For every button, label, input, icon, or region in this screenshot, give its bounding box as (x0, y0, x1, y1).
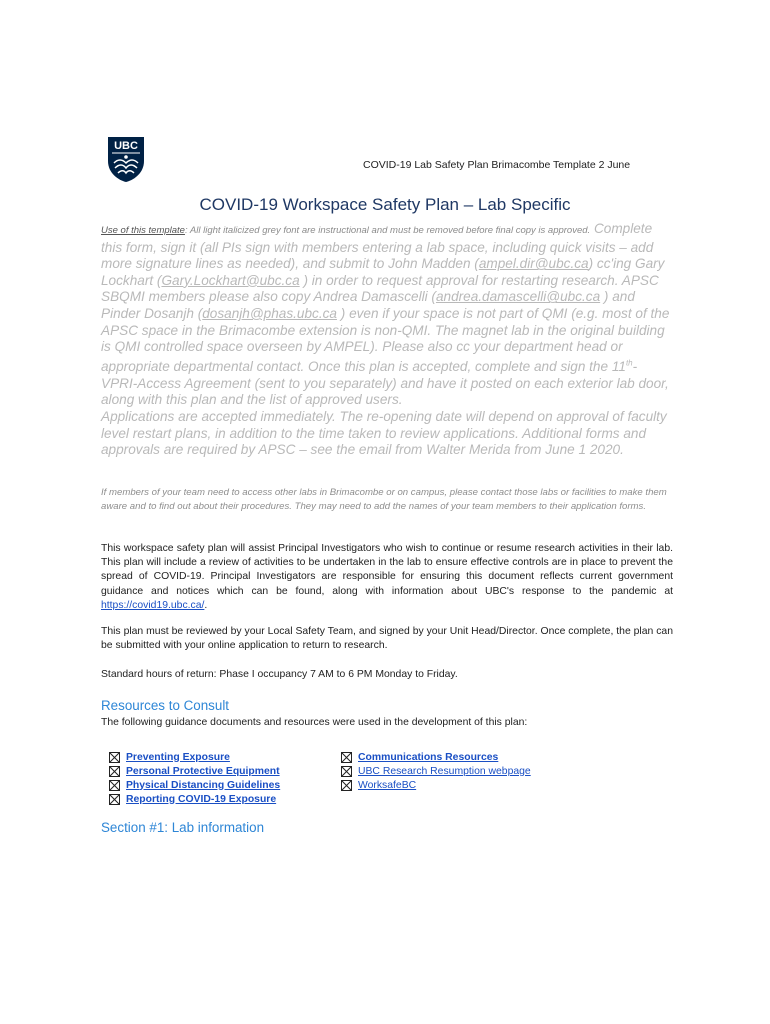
preventing-exposure-link[interactable]: Preventing Exposure (126, 751, 230, 763)
resources-heading: Resources to Consult (101, 698, 230, 713)
checked-box-icon[interactable] (341, 780, 352, 791)
ubc-logo (106, 135, 146, 183)
resource-item (341, 764, 531, 778)
instructions-text-f: -VPRI-Access Agreement (sent to you separately) and have it posted on each exterior lab door, along with this plan and the list of approved users. (101, 359, 669, 408)
email-lockhart-link[interactable]: Gary.Lockhart@ubc.ca (161, 272, 300, 288)
checked-box-icon[interactable] (109, 794, 120, 805)
checked-box-icon[interactable] (341, 766, 352, 777)
paragraph-review: This plan must be reviewed by your Local Safety Team, and signed by your Unit Head/Director. Once complete, the plan can be submitted with your online application to return to research. (101, 626, 673, 652)
paragraph-hours: Standard hours of return: Phase I occupancy 7 AM to 6 PM Monday to Friday. (101, 669, 458, 680)
instructions-text-g: Applications are accepted immediately. The re-opening date will depend on approval of faculty level restart plans, in addition to the time taken to review applications. Additional forms and approvals are required by APSC – see the email from Walter Merida from June 1 2020. (101, 409, 667, 458)
checked-box-icon[interactable] (109, 780, 120, 791)
email-damascelli-link[interactable]: andrea.damascelli@ubc.ca (435, 289, 601, 305)
instructions-block (101, 221, 671, 459)
paragraph-purpose-text: This workspace safety plan will assist Principal Investigators who wish to continue or resume research activities in their lab. This plan will include a review of activities to be undertaken in the lab to ensure effective controls are in place to prevent the spread of COVID-19. Principal Investigators are responsible for ensuring this document reflects current government guidance and notices which can be found, along with information about UBC's response to the pandemic at (101, 543, 673, 597)
worksafebc-link[interactable]: WorksafeBC (358, 779, 417, 791)
research-resumption-link[interactable]: UBC Research Resumption webpage (358, 765, 531, 777)
resource-item (109, 750, 280, 764)
instructions-text-a: Complete this form, sign it (all PIs sign with members entering a lab space, including quick visits – add more signature lines as needed), and submit to John Madden ( (101, 221, 654, 272)
paragraph-purpose (101, 542, 673, 613)
email-madden-link[interactable]: ampel.dir@ubc.ca (478, 256, 589, 272)
covid19-ubc-link[interactable]: https://covid19.ubc.ca/ (101, 599, 205, 611)
instructions-text-c: ) in order to request approval for restarting research. APSC SBQMI members please also copy Andrea Damascelli ( (101, 272, 659, 305)
resources-left-column (109, 750, 280, 806)
paragraph-purpose-end: . (204, 599, 208, 611)
resource-item (341, 750, 531, 764)
reporting-exposure-link[interactable]: Reporting COVID-19 Exposure (126, 793, 277, 805)
email-dosanjh-link[interactable]: dosanjh@phas.ubc.ca (202, 305, 337, 321)
resources-intro: The following guidance documents and resources were used in the development of this plan: (101, 717, 528, 728)
instructions-intro: : All light italicized grey font are instructional and must be removed before final copy is approved. (184, 225, 591, 236)
instructions-text-e: ) even if your space is not part of QMI (e.g. most of the APSC space in the Brimacombe extension is non-QMI. The magnet lab in the original building is QMI controlled space overseen by AMPEL). Please also cc your department head or appropriate departmental contact. Once this plan is accepted, complete and sign the 11 (101, 305, 670, 375)
communications-resources-link[interactable]: Communications Resources (358, 751, 499, 763)
members-note: If members of your team need to access other labs in Brimacombe or on campus, please contact those labs or facilities to make them aware and to find out about their procedures. They may need to add the names of your team members to their application forms. (101, 487, 667, 512)
instructions-label: Use of this template (101, 225, 185, 236)
checked-box-icon[interactable] (109, 752, 120, 763)
checked-box-icon[interactable] (341, 752, 352, 763)
ppe-link[interactable]: Personal Protective Equipment (126, 765, 280, 777)
section1-heading: Section #1: Lab information (101, 820, 265, 835)
resource-item (109, 792, 280, 806)
instructions-text-b: ) cc'ing Gary Lockhart ( (101, 256, 665, 288)
physical-distancing-link[interactable]: Physical Distancing Guidelines (126, 779, 281, 791)
ubc-logo-text: UBC (114, 140, 138, 152)
template-note: COVID-19 Lab Safety Plan Brimacombe Template 2 June (363, 159, 631, 171)
resource-item (109, 764, 280, 778)
resource-item (109, 778, 280, 792)
resources-right-column (341, 750, 531, 792)
resource-item (341, 778, 531, 792)
document-title: COVID-19 Workspace Safety Plan – Lab Specific (199, 195, 571, 214)
superscript-th: th (625, 358, 633, 368)
instructions-text-d: ) and Pinder Dosanjh ( (101, 289, 635, 321)
checked-box-icon[interactable] (109, 766, 120, 777)
